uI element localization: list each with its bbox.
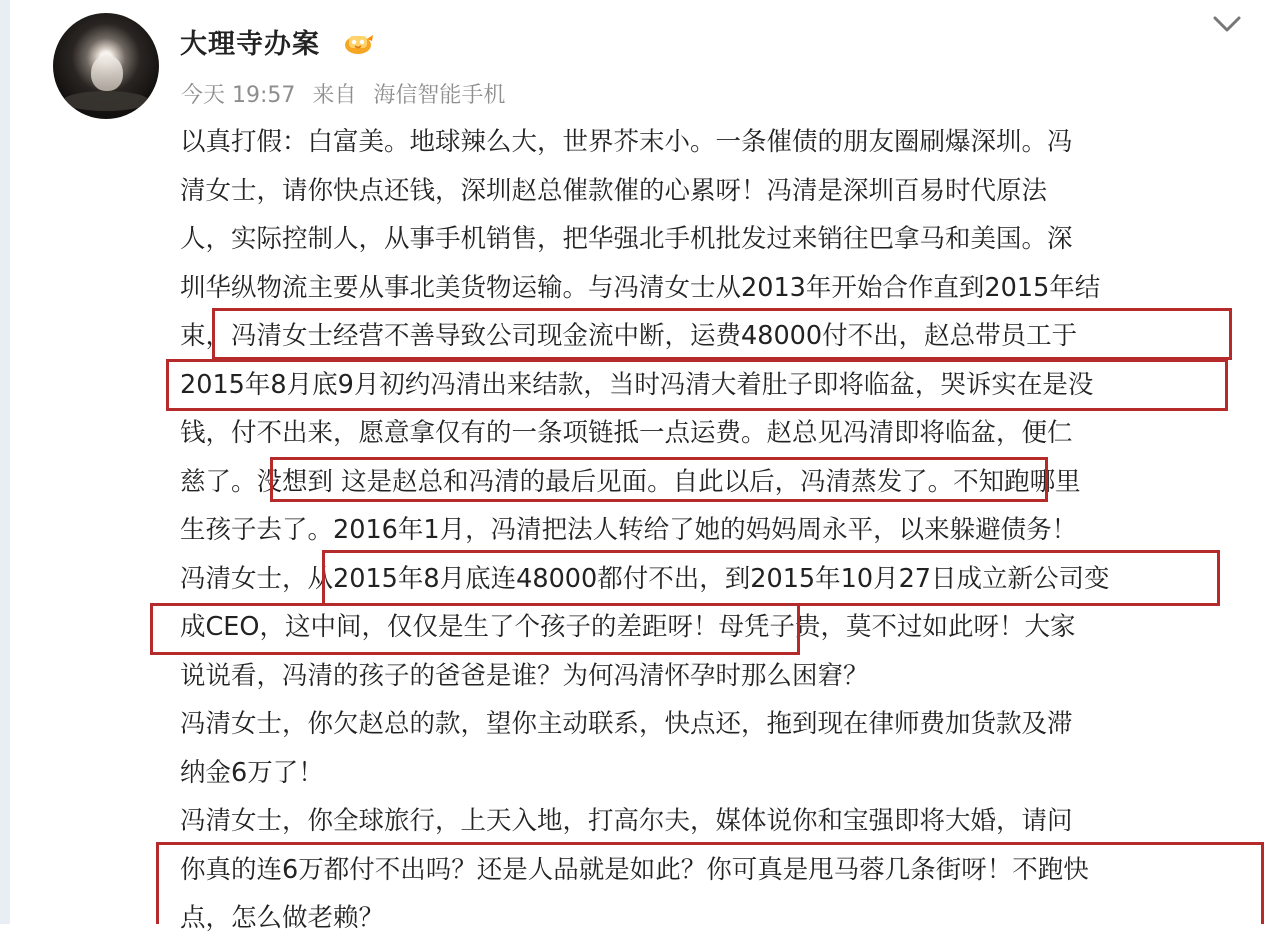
vip-badge-icon <box>342 30 376 56</box>
avatar[interactable] <box>53 13 159 119</box>
post-line: 束，冯清女士经营不善导致公司现金流中断，运费48000付不出，赵总带员工于 <box>180 321 1078 351</box>
post-line: 点，怎么做老赖？ <box>180 903 385 933</box>
post-line: 说说看，冯清的孩子的爸爸是谁？为何冯清怀孕时那么困窘？ <box>180 660 869 691</box>
chevron-down-icon[interactable] <box>1210 12 1244 38</box>
post-line: 钱，付不出来，愿意拿仅有的一条项链抵一点运费。赵总见冯清即将临盆，便仁 <box>180 418 1073 448</box>
avatar-figure-shape <box>91 55 123 91</box>
post-line: 纳金6万了！ <box>180 757 324 788</box>
post-line: 清女士，请你快点还钱，深圳赵总催款催的心累呀！冯清是深圳百易时代原法 <box>180 175 1048 206</box>
post-meta <box>181 78 515 109</box>
post-line: 以真打假：白富美。地球辣么大，世界芥末小。一条催债的朋友圈刷爆深圳。冯 <box>180 127 1073 157</box>
post-source-prefix: 来自 <box>312 83 357 108</box>
post-text <box>180 118 1240 943</box>
post-line: 成CEO，这中间，仅仅是生了个孩子的差距呀！母凭子贵，莫不过如此呀！大家 <box>180 612 1076 642</box>
post-line: 慈了。没想到 这是赵总和冯清的最后见面。自此以后，冯清蒸发了。不知跑哪里 <box>180 466 1081 497</box>
post-source[interactable]: 海信智能手机 <box>373 83 506 108</box>
post-line: 生孩子去了。2016年1月，冯清把法人转给了她的妈妈周永平，以来躲避债务！ <box>180 515 1078 545</box>
post-line: 你真的连6万都付不出吗？还是人品就是如此？你可真是甩马蓉几条街呀！不跑快 <box>180 854 1089 885</box>
post-line: 人，实际控制人，从事手机销售，把华强北手机批发过来销往巴拿马和美国。深 <box>180 224 1073 254</box>
post-line: 冯清女士，你全球旅行，上天入地，打高尔夫，媒体说你和宝强即将大婚，请问 <box>180 806 1073 836</box>
post-line: 2015年8月底9月初约冯清出来结款，当时冯清大着肚子即将临盆，哭诉实在是没 <box>180 369 1094 400</box>
post-line: 圳华纵物流主要从事北美货物运输。与冯清女士从2013年开始合作直到2015年结 <box>180 272 1101 303</box>
username[interactable]: 大理寺办案 <box>180 29 320 60</box>
post-line: 冯清女士，你欠赵总的款，望你主动联系，快点还，拖到现在律师费加货款及滞 <box>180 709 1073 739</box>
page-edge <box>0 0 10 924</box>
avatar-floor-shape <box>63 91 149 111</box>
post-time: 今天 19:57 <box>181 83 296 108</box>
post-line: 冯清女士，从2015年8月底连48000都付不出，到2015年10月27日成立新公司变 <box>180 563 1110 594</box>
